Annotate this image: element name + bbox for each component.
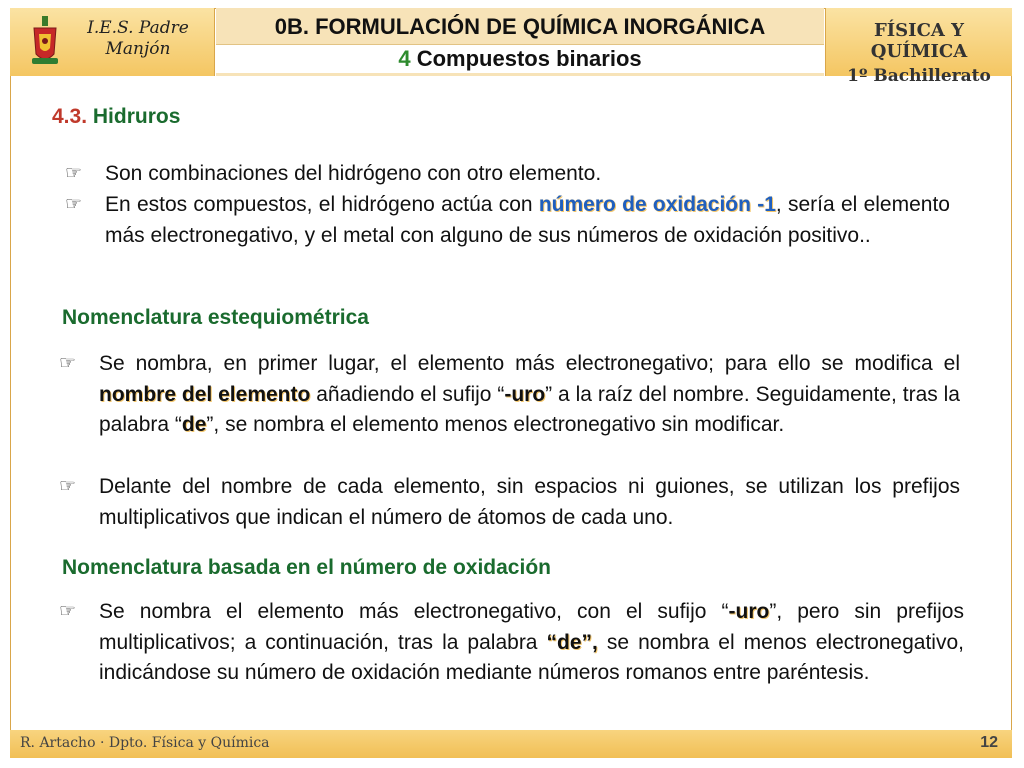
pointing-hand-icon: ☞ bbox=[59, 353, 77, 374]
subject-title: FÍSICA Y QUÍMICA bbox=[870, 20, 968, 62]
slide-footer bbox=[10, 730, 1012, 758]
title-box bbox=[216, 8, 824, 76]
oxid-heading: Nomenclatura basada en el número de oxidación bbox=[62, 556, 551, 579]
subtitle-text: Compuestos binarios bbox=[416, 46, 642, 71]
slide-header bbox=[10, 8, 1012, 86]
stoich-heading: Nomenclatura estequiométrica bbox=[62, 306, 369, 329]
page-number: 12 bbox=[980, 734, 998, 751]
element-name-highlight: nombre del elemento bbox=[99, 382, 311, 406]
oxid-bullet-1 bbox=[59, 597, 964, 689]
intro-bullet-1-text: Son combinaciones del hidrógeno con otro elemento. bbox=[105, 162, 602, 185]
subtitle-number: 4 bbox=[398, 46, 411, 71]
section-title: Hidruros bbox=[92, 105, 181, 128]
pointing-hand-icon: ☞ bbox=[59, 601, 77, 622]
de-word-highlight: “de”, bbox=[546, 630, 598, 654]
oxid-bullet-1-text-a: Se nombra el elemento más electronegativo, con el sufijo “ bbox=[99, 600, 729, 623]
intro-bullet-2-text-b: , sería el elemento más electronegativo, y el metal con alguno de sus números de oxidación positivo.. bbox=[105, 193, 950, 247]
school-logo-box bbox=[10, 8, 215, 76]
school-name: I.E.S. Padre Manjón bbox=[87, 18, 189, 59]
slide-title: 0B. FORMULACIÓN DE QUÍMICA INORGÁNICA bbox=[274, 14, 766, 39]
uro-suffix-highlight: -uro bbox=[504, 382, 546, 406]
stoich-bullet-2-text: Delante del nombre de cada elemento, sin espacios ni guiones, se utilizan los prefijos multiplicativos que indican el número de átomos de cada uno. bbox=[99, 475, 960, 529]
stoich-bullet-1-text-d: ”, se nombra el elemento menos electronegativo sin modificar. bbox=[206, 413, 785, 436]
intro-bullet-2 bbox=[65, 190, 950, 251]
footer-author: R. Artacho · Dpto. Física y Química bbox=[20, 735, 270, 751]
stoich-bullet-1 bbox=[59, 349, 960, 441]
subject-box bbox=[825, 8, 1012, 86]
stoich-bullet-1-text-b: añadiendo el sufijo “ bbox=[310, 382, 505, 406]
school-emblem-icon bbox=[28, 14, 62, 70]
intro-bullet-2-text-a: En estos compuestos, el hidrógeno actúa con bbox=[105, 193, 539, 216]
oxidation-number-highlight: número de oxidación -1 bbox=[538, 193, 776, 216]
de-word-highlight: de bbox=[181, 413, 207, 436]
pointing-hand-icon: ☞ bbox=[59, 476, 77, 497]
section-number: 4.3. bbox=[52, 105, 88, 128]
slide-subtitle bbox=[216, 44, 824, 73]
pointing-hand-icon: ☞ bbox=[65, 194, 83, 215]
pointing-hand-icon: ☞ bbox=[65, 163, 83, 184]
oxid-bullet-1-text-c: se nombra el menos electronegativo, indicándose su número de oxidación mediante números romanos entre paréntesis. bbox=[99, 630, 964, 684]
oxid-bullet-1-text-b: ”, pero sin prefijos multiplicativos; a continuación, tras la palabra bbox=[99, 600, 964, 654]
stoich-bullet-2 bbox=[59, 472, 960, 533]
stoich-bullet-1-text-a: Se nombra, en primer lugar, el elemento más electronegativo; para ello se modifica el bbox=[99, 352, 960, 375]
uro-suffix-highlight: -uro bbox=[728, 600, 770, 623]
subject-level: 1º Bachillerato bbox=[847, 66, 991, 86]
intro-bullet-1 bbox=[65, 159, 950, 190]
section-heading bbox=[52, 105, 180, 129]
stoich-bullet-1-text-c: ” a la raíz del nombre. Seguidamente, tras la palabra “ bbox=[99, 382, 960, 436]
